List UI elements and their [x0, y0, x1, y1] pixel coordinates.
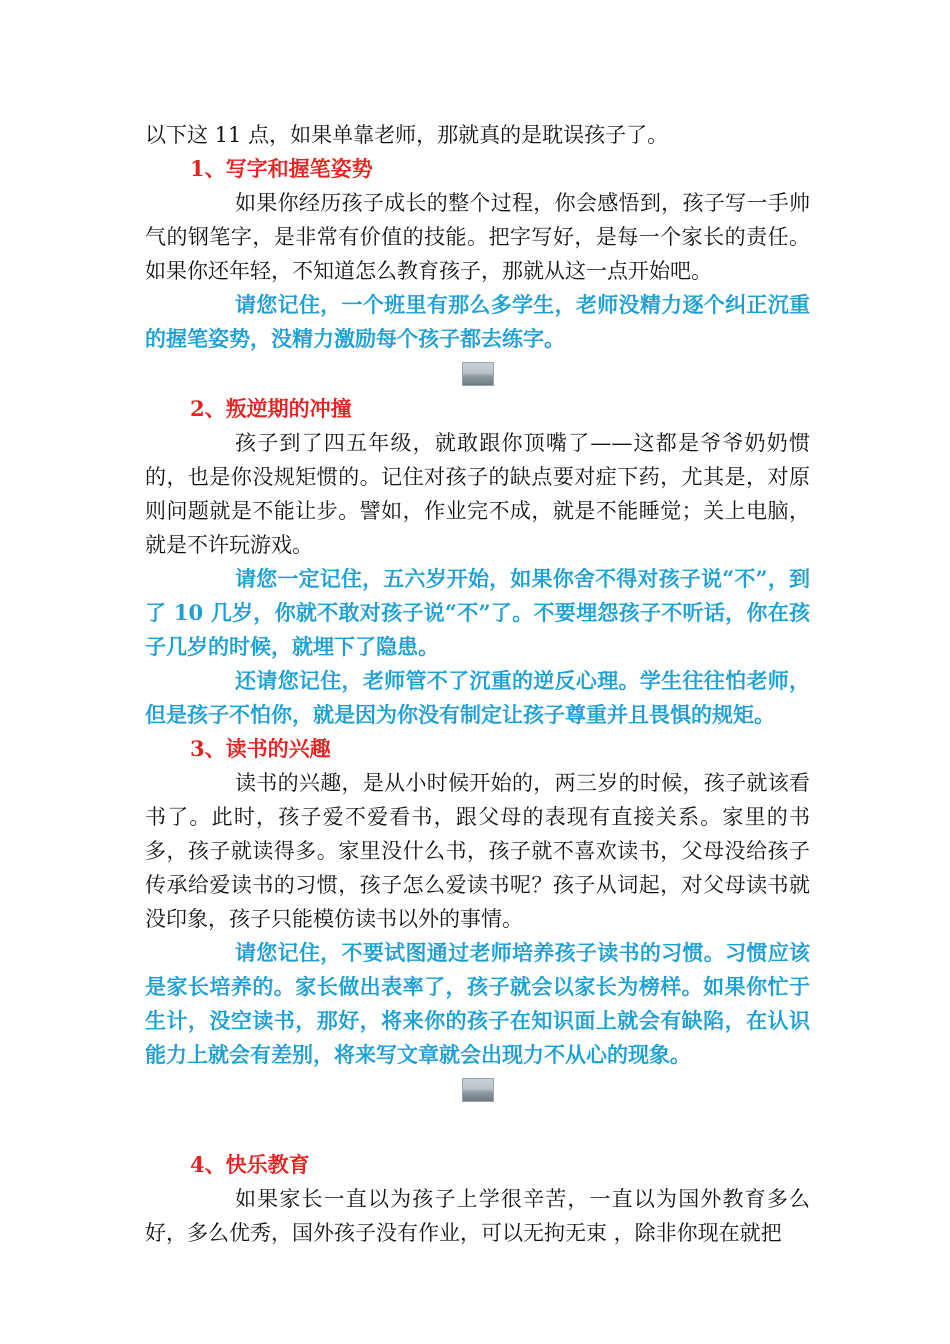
section-2-heading: 2、叛逆期的冲撞 — [190, 396, 352, 421]
section-3-heading: 3、读书的兴趣 — [190, 736, 331, 761]
section-4-heading: 4、快乐教育 — [190, 1152, 310, 1177]
section-1-heading: 1、写字和握笔姿势 — [190, 156, 373, 181]
section-3-emphasis: 请您记住，不要试图通过老师培养孩子读书的习惯。习惯应该是家长培养的。家长做出表率了，孩子就会以家长为榜样。如果你忙于生计，没空读书，那好，将来你的孩子在知识面上就会有缺陷，在认识能力上就会有差别，将来写文章就会出现力不从心的现象。 — [145, 940, 810, 1067]
section-4-body: 如果家长一直以为孩子上学很辛苦，一直以为国外教育多么好，多么优秀，国外孩子没有作业，可以无拘无束 ，除非你现在就把 — [145, 1187, 810, 1245]
blank-space — [145, 1108, 810, 1148]
section-1-body: 如果你经历孩子成长的整个过程，你会感悟到，孩子写一手帅气的钢笔字，是非常有价值的技能。把字写好，是每一个家长的责任。如果你还年轻，不知道怎么教育孩子，那就从这一点开始吧。 — [145, 191, 810, 283]
document-body — [145, 118, 810, 1250]
section-2-body: 孩子到了四五年级，就敢跟你顶嘴了——这都是爷爷奶奶惯的，也是你没规矩惯的。记住对孩子的缺点要对症下药，尤其是，对原则问题就是不能让步。譬如，作业完不成，就是不能睡觉；关上电脑，就是不许玩游戏。 — [145, 431, 810, 557]
intro-paragraph: 以下这 11 点，如果单靠老师，那就真的是耽误孩子了。 — [145, 123, 669, 147]
section-2-emphasis-2: 还请您记住，老师管不了沉重的逆反心理。学生往往怕老师，但是孩子不怕你，就是因为你没有制定让孩子尊重并且畏惧的规矩。 — [145, 668, 810, 727]
section-3-body: 读书的兴趣，是从小时候开始的，两三岁的时候，孩子就该看书了。此时，孩子爱不爱看书，跟父母的表现有直接关系。家里的书多，孩子就读得多。家里没什么书，孩子就不喜欢读书，父母没给孩子传承给爱读书的习惯，孩子怎么爱读书呢？孩子从词起，对父母读书就没印象，孩子只能模仿读书以外的事情。 — [145, 771, 810, 931]
section-2-emphasis-1: 请您一定记住，五六岁开始，如果你舍不得对孩子说“不”，到了 10 几岁，你就不敢对孩子说“不”了。不要埋怨孩子不听话，你在孩子几岁的时候，就埋下了隐患。 — [145, 566, 810, 659]
photo-thumbnail-1 — [462, 362, 494, 386]
section-1-emphasis: 请您记住，一个班里有那么多学生，老师没精力逐个纠正沉重的握笔姿势，没精力激励每个孩子都去练字。 — [145, 292, 810, 351]
photo-thumbnail-2 — [462, 1078, 494, 1102]
